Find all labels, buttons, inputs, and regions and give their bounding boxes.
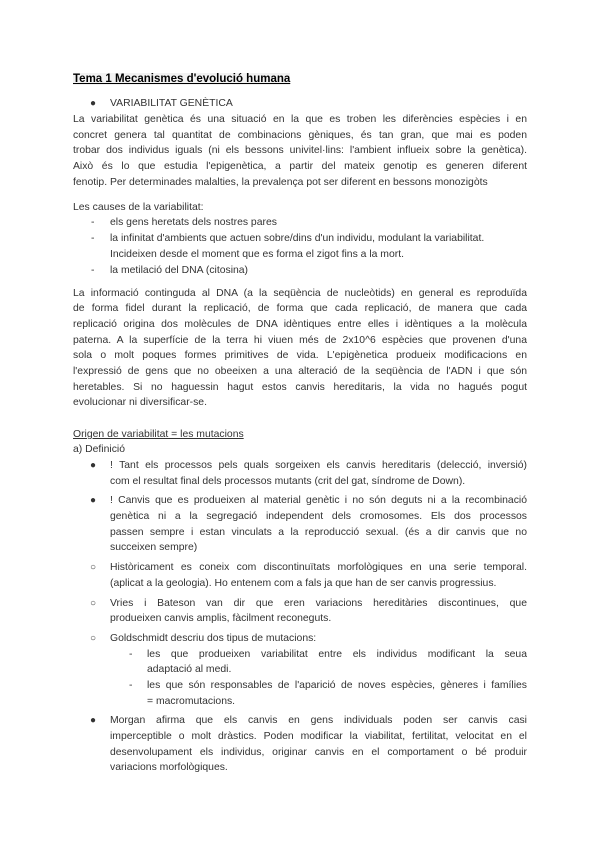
filled-bullet: ●: [90, 495, 97, 506]
cause-item: els gens heretats dels nostres pares: [110, 217, 277, 228]
para2-line: La informació continguda al DNA (a la seqüència de nucleòtids) en general es reproduïda: [73, 288, 527, 299]
para2-line: replicació origina dos molècules de DNA idèntiques entre elles i idèntiques a la molècula: [73, 319, 527, 330]
cause-item: la metilació del DNA (citosina): [110, 265, 249, 276]
hollow-bullet: ○: [90, 562, 97, 573]
para2-line: evolucionar ni diversificar-se.: [73, 397, 207, 408]
filled-bullet: ●: [90, 715, 97, 726]
para1-line: concret genera tal quantitat de combinacions gèniques, és tan gran, que mai es poden: [73, 130, 527, 141]
definition-item: produeixen canvis amplis, fàcilment reconeguts.: [110, 613, 332, 624]
filled-bullet: ●: [90, 460, 97, 471]
dash-marker: -: [91, 217, 95, 228]
dash-marker: -: [129, 649, 133, 660]
morgan-line: desenvolupament els individus, originar canvis en el comportament o bé produir: [110, 747, 527, 758]
para2-line: de forma fidel durant la replicació, de forma que cada replicació, de manera que cada: [73, 303, 527, 314]
dash-marker: -: [91, 233, 95, 244]
definition-item: genètica ni a la segregació independent dels cromosomes. Els dos processos: [110, 511, 527, 522]
hollow-bullet: ○: [90, 598, 97, 609]
subheading-definicio: a) Definició: [73, 444, 125, 455]
sub-item: adaptació al medi.: [147, 664, 232, 675]
para2-line: paterna. A la superfície de la terra hi viuen més de 2x10^6 espècies que provenen d'una: [73, 335, 527, 346]
section-heading-variabilitat: VARIABILITAT GENÈTICA: [110, 98, 233, 109]
hollow-bullet: ○: [90, 633, 97, 644]
definition-item: ! Canvis que es produeixen al material genètic i no són deguts ni a la recombinació: [110, 495, 527, 506]
para2-line: heretables. Si no haguessin hagut estos canvis hereditaris, la vida no hagués pogut: [73, 382, 527, 393]
morgan-line: imperceptible o molt dràstics. Poden modificar la viabilitat, fertilitat, velocitat en el: [110, 731, 527, 742]
para2-line: sola o molt poques formes primitives de vida. L'epigènetica produeix modificacions en: [73, 350, 527, 361]
para1-line: La variabilitat genètica és una situació en la que es troben les diferències espècies i en: [73, 114, 527, 125]
definition-item: ! Tant els processos pels quals sorgeixen els canvis hereditaris (delecció, inversió): [110, 460, 527, 471]
sub-item: les que produeixen variabilitat entre els individus modificant la seua: [147, 649, 527, 660]
para1-line: Això és lo que estudia l'epigenètica, a partir del mateix genotip es generen diferent: [73, 161, 527, 172]
definition-item: Vries i Bateson van dir que eren variacions hereditàries discontinues, que: [110, 598, 527, 609]
para1-line: trobar dos individus iguals (ni els bessons univitel·lins: l'ambient influeix sobre la genètica).: [73, 145, 527, 156]
dash-marker: -: [129, 680, 133, 691]
cause-item: Incideixen desde el moment que es forma el zigot fins a la mort.: [110, 249, 404, 260]
para1-line: fenotip. Per determinades malalties, la prevalença pot ser diferent en bessons monozigòts: [73, 177, 488, 188]
section-heading-origen: Origen de variabilitat = les mutacions: [73, 429, 244, 440]
section-bullet: ●: [90, 98, 97, 109]
para2-line: l'expressió de gens que no obeeixen a una alteració de la seqüència de l'ADN i que són: [73, 366, 527, 377]
sub-item: = macromutacions.: [147, 696, 236, 707]
dash-marker: -: [91, 265, 95, 276]
morgan-line: Morgan afirma que els canvis en gens individuals poden ser canvis casi: [110, 715, 527, 726]
definition-item: com el resultat final dels processos mutants (crit del gat, síndrome de Down).: [110, 476, 466, 487]
sub-item: les que són responsables de l'aparició de noves espècies, gèneres i famílies: [147, 680, 527, 691]
definition-item: succeixen sempre): [110, 542, 198, 553]
definition-item: passen sempre i estan vinculats a la reproducció sexual. (és a dir canvis que no: [110, 527, 527, 538]
page-title: Tema 1 Mecanismes d'evolució humana: [73, 73, 291, 85]
cause-item: la infinitat d'ambients que actuen sobre/dins d'un individu, modulant la variabilitat.: [110, 233, 485, 244]
definition-item: Històricament es coneix com discontinuïtats morfològiques en una serie temporal.: [110, 562, 527, 573]
definition-item: Goldschmidt descriu dos tipus de mutacions:: [110, 633, 317, 644]
morgan-line: variacions morfològiques.: [110, 762, 228, 773]
causes-intro: Les causes de la variabilitat:: [73, 202, 204, 213]
definition-item: (aplicat a la geologia). Ho entenem com a fals ja que han de ser canvis progressius.: [110, 578, 497, 589]
